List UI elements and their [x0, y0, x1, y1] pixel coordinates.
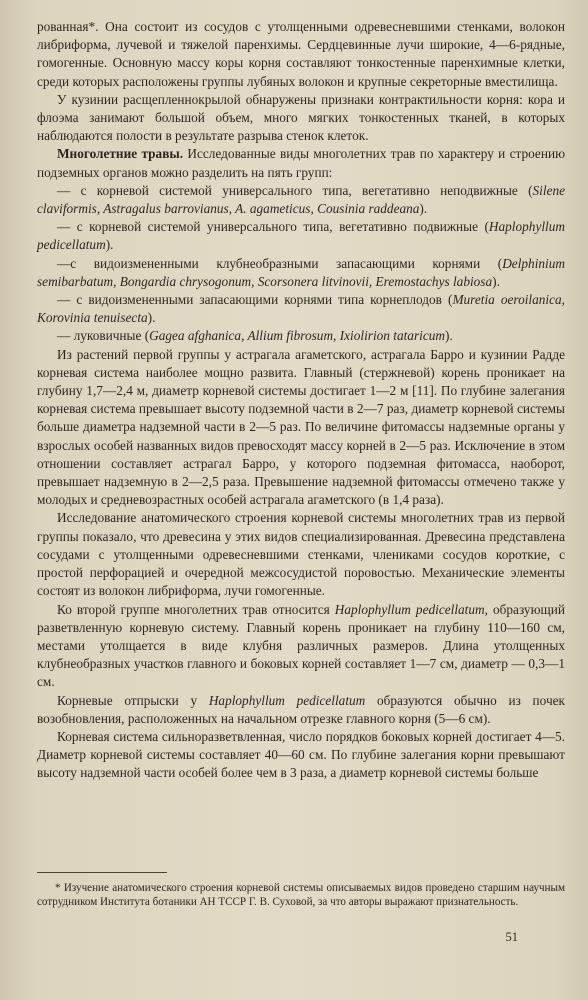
- footnote-separator: [37, 872, 167, 873]
- latin-name: Delphinium semibarbatum, Bongardia chrysogonum, Scorsonera litvinovii, Eremostachys labiosa: [37, 255, 565, 289]
- page-number: 51: [505, 930, 518, 944]
- paragraph: Корневые отпрыски у Haplophyllum pedicellatum образуются обычно из почек возобновления, расположенных на начальном отрезке главного корня (5—6 см).: [37, 692, 565, 726]
- paragraph: — с видоизмененными запасающими корнями типа корнеплодов (Muretia oeroilanica, Korovinia tenuisecta).: [37, 292, 565, 326]
- paragraph: Из растений первой группы у астрагала агаметского, астрагала Барро и кузинии Радде корневая система наиболее мощно развита. Главный (стержневой) корень проникает на глубину 1,7—2,4 м, диаметр корневой системы достигает 1—2 м [11]. По глубине залегания корневая система превышает высоту подземной части в 2—7 раз, диаметр корневой системы больше диаметра надземной части в 2—5 раз. По величине фитомассы надземные органы у взрослых особей названных видов превосходят массу корней в 2—5 раз. Исключение в этом отношении составляет астрагал Барро, у которого подземная фитомасса, наоборот, превышает надземную в 2—2,5 раза. Превышение надземной фитомассы отмечено также у молодых и средневозрастных особей астрагала агаметского (в 1,4 раза).: [37, 346, 565, 508]
- latin-name: Haplophyllum pedicellatum: [334, 601, 485, 617]
- latin-name: Muretia oeroilanica, Korovinia tenuisecta: [37, 292, 565, 326]
- paragraph: Многолетние травы. Исследованные виды многолетних трав по характеру и строению подземных органов можно разделить на пять групп:: [37, 146, 565, 180]
- latin-name: Haplophyllum pedicellatum: [208, 692, 366, 708]
- paragraph: Корневая система сильноразветвленная, число порядков боковых корней достигает 4—5. Диаметр корневой системы составляет 40—60 см. По глубине залегания корни превышают высоту надземной части особей более чем в 3 раза, а диаметр корневой системы больше: [37, 728, 565, 781]
- paragraph: — луковичные (Gagea afghanica, Allium fibrosum, Ixiolirion tataricum).: [57, 328, 453, 344]
- latin-name: Haplophyllum pedicellatum: [37, 219, 565, 253]
- footnote: * Изучение анатомического строения корневой системы описываемых видов проведено старшим научным сотрудником Института ботаники АН ТССР Г. В. Суховой, за что авторы выражают признательность.: [37, 882, 565, 908]
- paragraph: У кузинии расщепленнокрылой обнаружены признаки контрактильности корня: кора и флоэма занимают большой объем, много мягких тонкостенных тканей, в которых наблюдаются полости в результате разрыва стенок клеток.: [37, 91, 565, 144]
- paragraph: —с видоизмененными клубнеобразными запасающими корнями (Delphinium semibarbatum, Bongardia chrysogonum, Scorsonera litvinovii, Eremostachys labiosa).: [37, 255, 565, 289]
- latin-name: Silene claviformis, Astragalus barrovianus, A. agameticus, Cousinia raddeana: [37, 182, 565, 217]
- paragraph: рованная*. Она состоит из сосудов с утолщенными одревесневшими стенками, волокон либриформа, лучевой и тяжелой паренхимы. Сердцевинные лучи широкие, 4—6-рядные, гомогенные. Основную массу коры корня составляют тонкостенные паренхимные клетки, среди которых расположены группы лубяных волокон и крупные секреторные вместилища.: [37, 19, 565, 89]
- paragraph: Ко второй группе многолетних трав относится Haplophyllum pedicellatum, образующий разветвленную корневую систему. Главный корень проникает на глубину 110—160 см, местами утолщается в виде клубня различных размеров. Длина утолщенных клубнеобразных участков главного и боковых корней составляет 1—7 см, диаметр — 0,3—1 см.: [37, 601, 565, 690]
- latin-name: Gagea afghanica, Allium fibrosum, Ixiolirion tataricum: [149, 328, 445, 344]
- paragraph: — с корневой системой универсального типа, вегетативно неподвижные (Silene claviformis, Astragalus barrovianus, A. agameticus, Cousinia raddeana).: [37, 182, 565, 217]
- paragraph: — с корневой системой универсального типа, вегетативно подвижные (Haplophyllum pedicellatum).: [37, 219, 565, 253]
- section-heading: Многолетние травы.: [57, 146, 184, 162]
- body-text: [37, 18, 565, 783]
- paragraph: Исследование анатомического строения корневой системы многолетних трав из первой группы показало, что древесина у этих видов специализированная. Древесина представлена сосудами с утолщенными одревесневшими стенками, члениками сосудов короткие, с простой перфорацией и очередной межсосудистой поровостью. Механические элементы состоят из волокон либриформа, лучи гомогенные.: [37, 510, 565, 599]
